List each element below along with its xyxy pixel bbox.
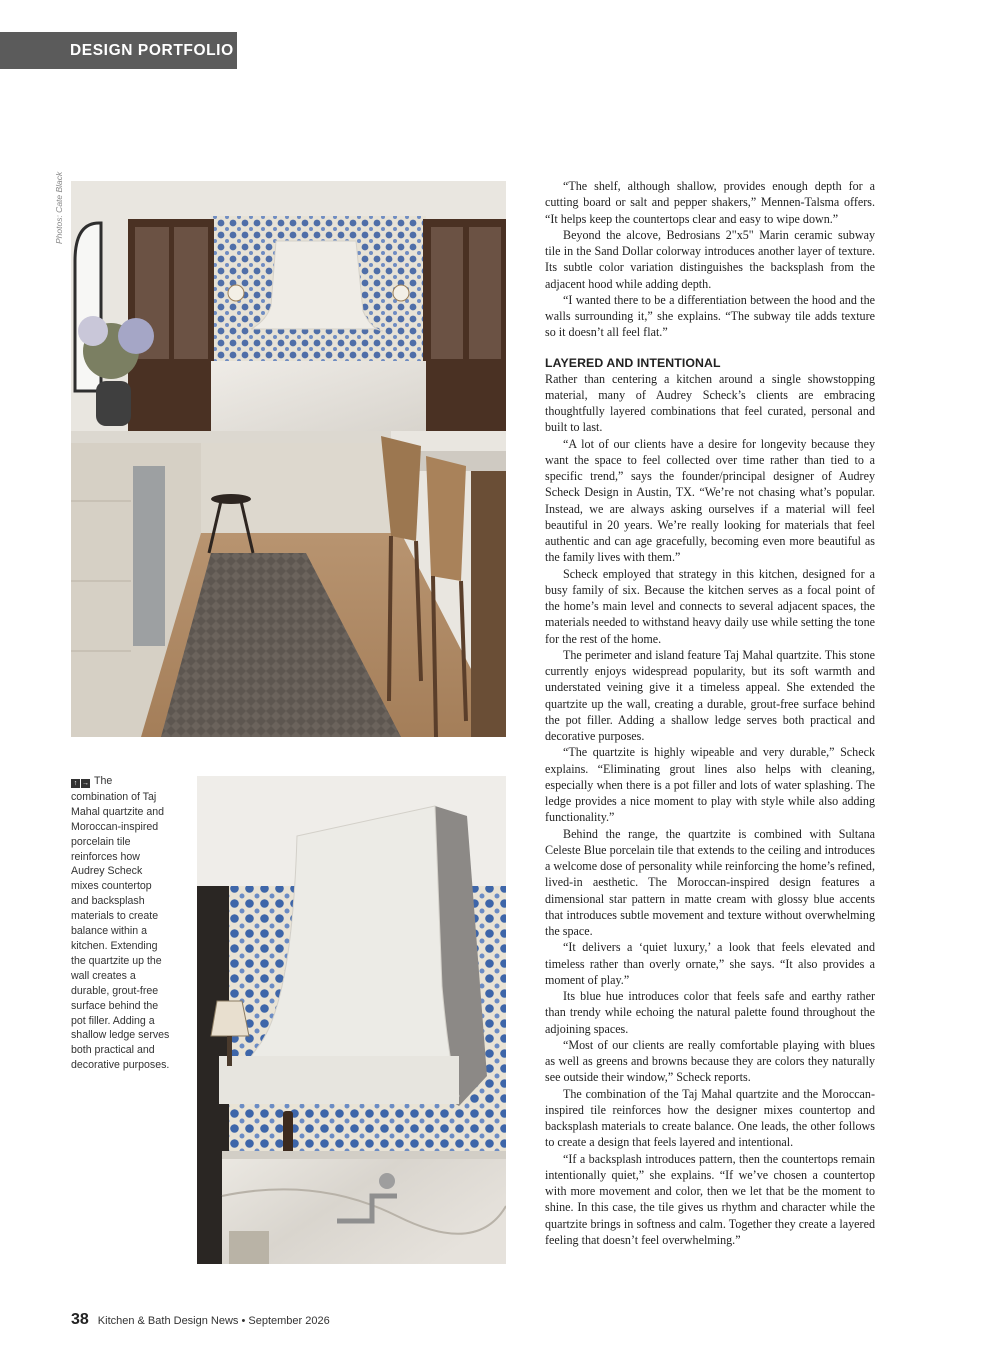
article-paragraph: The combination of the Taj Mahal quartzite and the Moroccan-inspired tile reinforces how the designer mixes countertop and backsplash materials to create balance. One leads, the other follows to create a design that feels layered and intentional. [545,1086,875,1150]
caption-text: The combination of Taj Mahal quartzite and Moroccan-inspired porcelain tile reinforces how Audrey Scheck mixes countertop and backsplash materials to create balance within a kitchen. Extending the quartzite up the wall creates a durable, grout-free surface behind the pot filler. Adding a shallow ledge serves both practical and decorative purposes. [71,775,170,1072]
article-lead: Rather than centering a kitchen around a single showstopping material, many of Audrey Scheck’s clients are embracing thoughtfully layered combinations that feel curated, personal and built to last. [545,371,875,435]
article-body [545,178,875,1248]
section-tab [0,32,237,69]
arrow-up-icon: ↑ [71,779,80,788]
kitchen-photo-main [71,181,506,737]
article-paragraph: “If a backsplash introduces pattern, then the countertops remain intentionally quiet,” she explains. “If we’ve chosen a countertop with more movement and color, then we let that be the moment to shine. In this case, the tile gives us rhythm and character while the quartzite brings in softness and calm. Together they create a layered feeling that doesn’t feel overwhelming.” [545,1151,875,1247]
publication-line: Kitchen & Bath Design News • September 2026 [97,1315,330,1327]
article-paragraph: Scheck employed that strategy in this kitchen, designed for a busy family of six. Because the kitchen serves as a focal point of the home’s main level and connects to several adjacent spaces, the materials needed to withstand heavy daily use while setting the tone for the rest of the home. [545,566,875,646]
arrow-right-icon: → [82,780,89,787]
photo-credit [52,171,66,262]
page-number: 38 [71,1311,89,1328]
article-paragraph: “I wanted there to be a differentiation between the hood and the walls surrounding it,” she explains. “The subway tile adds texture so it doesn’t all feel flat.” [545,292,875,340]
article-paragraph: Its blue hue introduces color that feels safe and earthy rather than trendy while echoing the natural palette found throughout the adjoining spaces. [545,989,875,1036]
article-paragraph: The perimeter and island feature Taj Mahal quartzite. This stone currently enjoys widespread popularity, but its soft warmth and understated veining give it a timeless appeal. She extended the quartzite up the wall, creating a durable, grout-free surface behind the pot filler. Adding a shallow ledge serves both practical and decorative purposes. [545,647,875,743]
article-paragraph: “The shelf, although shallow, provides enough depth for a cutting board or salt and pepper shakers,” Mennen-Talsma offers. “It helps keep the countertops clear and easy to wipe down.” [545,179,875,226]
article-paragraph: “Most of our clients are really comfortable playing with blues as well as greens and browns because they are colors they naturally see outside their window,” Scheck reports. [545,1037,875,1085]
photo-caption [71,774,171,1073]
caption-arrows [71,775,91,790]
article-paragraph: “A lot of our clients have a desire for longevity because they want the space to feel collected over time rather than tied to a specific trend,” says the founder/principal designer of Audrey Scheck Design in Austin, TX. “We’re not chasing what’s popular. Instead, we are always asking ourselves if a material will feel beautiful in 20 years. We’re really looking for materials that feel authentic and can age gracefully, becoming even more beautiful as the family lives with them.” [545,436,875,565]
section-tab-label: DESIGN PORTFOLIO [70,41,234,59]
article-paragraph: Behind the range, the quartzite is combined with Sultana Celeste Blue porcelain tile that extends to the ceiling and introduces a welcome dose of personality while reinforcing the home’s refined, lived-in aesthetic. The Moroccan-inspired design features a dimensional star pattern in matte cream with glossy blue accents that introduces subtle movement and texture without overwhelming the space. [545,826,875,938]
page-footer [71,1311,330,1329]
article-paragraph: Beyond the alcove, Bedrosians 2"x5" Marin ceramic subway tile in the Sand Dollar colorway introduces another layer of texture. Its subtle color variation distinguishes the backsplash from the adjacent hood while adding depth. [545,227,875,291]
article-paragraph: “It delivers a ‘quiet luxury,’ a look that feels elevated and timeless rather than overly ornate,” she says. “It also provides a moment of play.” [545,940,875,987]
photo-credit-text: Photos: Cate Black [54,171,64,244]
article-paragraph: “The quartzite is highly wipeable and very durable,” Scheck explains. “Eliminating grout lines also helps with cleaning, especially when there is a pot filler and lots of water splashing. The ledge provides a nice moment to play with style while also adding functionality.” [545,745,875,825]
section-heading: LAYERED AND INTENTIONAL [545,355,721,370]
range-hood-photo [197,776,506,1264]
